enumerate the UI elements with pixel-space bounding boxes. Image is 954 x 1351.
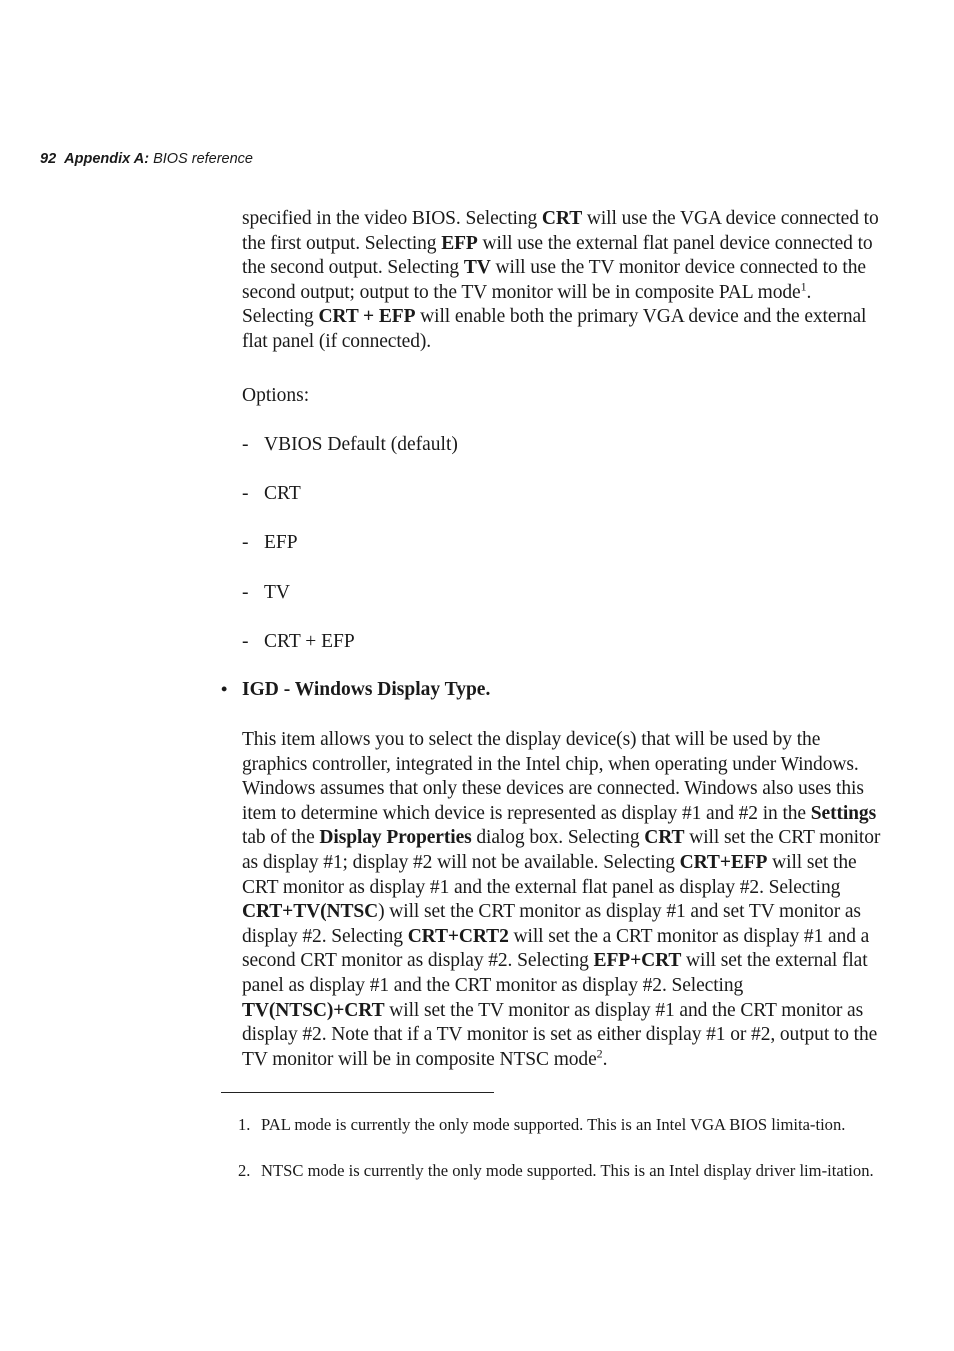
bold-term: EFP [441,232,478,254]
option-text: VBIOS Default (default) [264,434,458,455]
text-run: will set the external flat panel as display #1 and the CRT monitor as display #2. Selecting [242,950,868,996]
footnote-ref: 1 [800,279,807,294]
dash: - [242,582,249,603]
text-run: ) will set the CRT monitor as display #1 and set TV monitor as display #2. Selecting [242,901,861,947]
bold-term: Settings [810,802,877,824]
paragraph-windows-display [242,728,884,1072]
text-run: . Selecting [242,281,812,328]
option-item [242,630,355,654]
bold-term: CRT+CRT2 [407,925,509,947]
text-run: will enable both the primary VGA device and the external flat panel (if connected). [242,306,867,352]
option-item [242,433,458,457]
paragraph-video-output [242,207,884,355]
option-text: CRT + EFP [264,631,355,652]
options-label: Options: [242,385,310,406]
option-item [242,531,298,555]
bold-term: Display Properties [319,827,472,849]
text-run: This item allows you to select the display device(s) that will be used by the graphics controller, integrated in the Intel chip, when operating under Windows. Windows assumes that only these devices are connected. Windows also uses this item to determine which device is represented as display #1 and #2 in the [242,729,864,824]
option-text: CRT [264,483,301,504]
footnote-text: PAL mode is currently the only mode supported. This is an Intel VGA BIOS limita-tion. [261,1115,846,1134]
dash: - [242,631,249,652]
bullet-heading [221,679,490,701]
bold-term: CRT+EFP [679,851,768,873]
text-run: will use the TV monitor device connected to the second output; output to the TV monitor will be in composite PAL mode [242,257,866,303]
option-text: TV [264,582,290,603]
bold-term: CRT+TV(NTSC [242,901,379,923]
text-run: will use the external flat panel device connected to the second output. Selecting [242,232,873,279]
page-number: 92 [40,151,57,167]
dash: - [242,532,249,553]
bold-term: EFP+CRT [593,950,682,972]
text-run: will set the TV monitor as display #1 and the CRT monitor as display #2. Note that if a TV monitor is set as either display #1 or #2, output to the TV monitor will be in composite NTSC mode [242,999,878,1070]
option-item [242,482,301,506]
footnote-divider [221,1092,494,1093]
text-run: . [602,1048,608,1070]
option-text: EFP [264,532,298,553]
footnote-ref: 2 [596,1046,603,1061]
dash: - [242,434,249,455]
text-run: will set the a CRT monitor as display #1 and a second CRT monitor as display #2. Selecting [242,925,870,972]
bold-term: CRT + EFP [318,306,416,328]
section-label: BIOS reference [153,151,253,167]
text-run: dialog box. Selecting [471,827,645,849]
text-run: will use the VGA device connected to the first output. Selecting [242,208,879,254]
option-item [242,581,290,605]
bold-term: CRT [644,827,685,849]
bold-term: CRT [541,208,583,229]
footnote-number: 2. [238,1161,251,1180]
footnote-number: 1. [238,1115,251,1134]
text-run: will set the CRT monitor as display #1 and the external flat panel as display #2. Selecting [242,851,857,898]
text-run: specified in the video BIOS. Selecting [242,208,542,229]
bold-term: TV [463,257,491,279]
bullet-mark: • [221,679,228,699]
footnote-2 [238,1159,888,1182]
bullet-title: IGD - Windows Display Type. [242,679,491,700]
dash: - [242,483,249,504]
text-run: will set the CRT monitor as display #1; display #2 will not be available. Selecting [242,827,881,873]
chapter-label: Appendix A: [64,151,150,167]
footnote-1 [238,1113,888,1136]
bold-term: TV(NTSC)+CRT [242,999,385,1021]
running-header [40,151,253,167]
footnote-text: NTSC mode is currently the only mode supported. This is an Intel display driver lim-itation. [261,1161,874,1180]
text-run: tab of the [242,827,320,849]
